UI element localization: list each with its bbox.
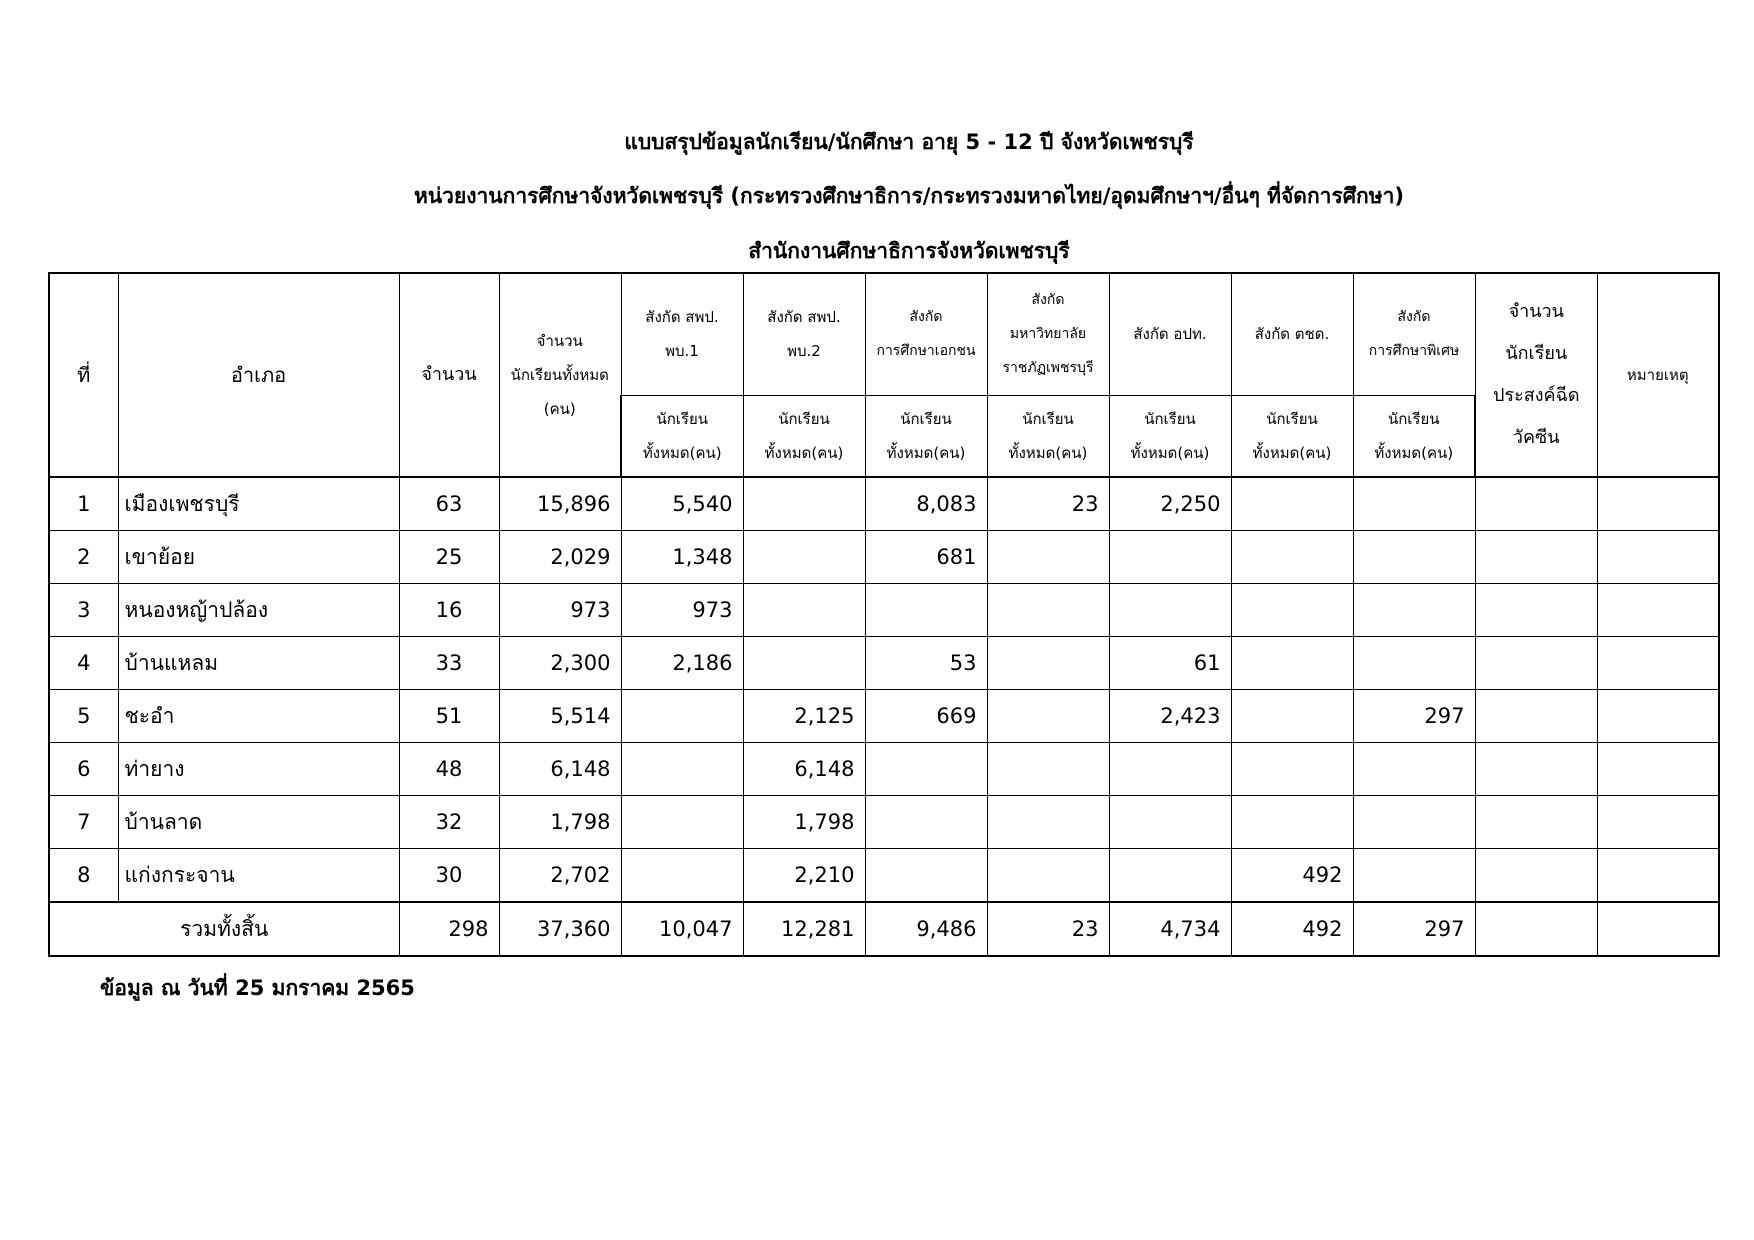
row-no: 2	[49, 531, 118, 584]
total-special: 297	[1353, 902, 1475, 956]
row-special	[1353, 637, 1475, 690]
row-count: 63	[399, 477, 499, 531]
title-line-2: หน่วยงานการศึกษาจังหวัดเพชรบุรี (กระทรวงศึกษาธิการ/กระทรวงมหาดไทย/อุดมศึกษาฯ/อื่นๆ ที่จัดการศึกษา)	[413, 184, 1405, 208]
header-university-l1: สังกัด	[1031, 292, 1065, 309]
header-spp2-l1: สังกัด สพป.	[767, 308, 841, 327]
row-total: 2,300	[499, 637, 621, 690]
row-spp1	[621, 849, 743, 903]
row-university	[987, 690, 1109, 743]
header-total-students	[499, 273, 621, 477]
total-students: 37,360	[499, 902, 621, 956]
row-private: 8,083	[865, 477, 987, 531]
sub-l2: ทั้งหมด(คน)	[764, 443, 844, 462]
total-vaccine	[1475, 902, 1597, 956]
header-university-l3: ราชภัฏเพชรบุรี	[1002, 360, 1094, 377]
row-no: 4	[49, 637, 118, 690]
table-row	[49, 477, 1719, 531]
total-label: รวมทั้งสิ้น	[49, 902, 399, 956]
row-total: 5,514	[499, 690, 621, 743]
row-vaccine	[1475, 796, 1597, 849]
table-row	[49, 531, 1719, 584]
row-special	[1353, 743, 1475, 796]
header-vaccine-l3: ประสงค์ฉีด	[1492, 385, 1580, 406]
row-bpp	[1231, 796, 1353, 849]
row-count: 16	[399, 584, 499, 637]
sub-l1: นักเรียน	[1022, 409, 1074, 428]
row-vaccine	[1475, 584, 1597, 637]
subheader-special	[1353, 395, 1475, 477]
header-spp2-l2: พบ.2	[787, 342, 821, 361]
row-university	[987, 849, 1109, 903]
row-district: ท่ายาง	[118, 743, 399, 796]
row-special: 297	[1353, 690, 1475, 743]
table-row	[49, 637, 1719, 690]
row-total: 6,148	[499, 743, 621, 796]
header-opt: สังกัด อปท.	[1109, 273, 1231, 395]
header-vaccine-l2: นักเรียน	[1505, 343, 1568, 364]
sub-l2: ทั้งหมด(คน)	[1008, 443, 1088, 462]
row-spp2	[743, 477, 865, 531]
row-no: 8	[49, 849, 118, 903]
total-row	[49, 902, 1719, 956]
row-district: แก่งกระจาน	[118, 849, 399, 903]
row-bpp: 492	[1231, 849, 1353, 903]
header-special	[1353, 273, 1475, 395]
total-bpp: 492	[1231, 902, 1353, 956]
sub-l1: นักเรียน	[656, 409, 709, 428]
header-total-l1: จำนวน	[536, 332, 583, 350]
row-university	[987, 637, 1109, 690]
sub-l2: ทั้งหมด(คน)	[642, 443, 722, 462]
header-count: จำนวน	[399, 273, 499, 477]
title-line-3: สำนักงานศึกษาธิการจังหวัดเพชรบุรี	[748, 239, 1070, 263]
sub-l2: ทั้งหมด(คน)	[1130, 443, 1210, 462]
row-spp1: 5,540	[621, 477, 743, 531]
row-district: บ้านแหลม	[118, 637, 399, 690]
row-district: เขาย้อย	[118, 531, 399, 584]
row-spp1	[621, 690, 743, 743]
sub-l1: นักเรียน	[900, 409, 952, 428]
header-bpp: สังกัด ตชด.	[1231, 273, 1353, 395]
row-no: 1	[49, 477, 118, 531]
row-total: 1,798	[499, 796, 621, 849]
row-vaccine	[1475, 477, 1597, 531]
row-count: 32	[399, 796, 499, 849]
row-bpp	[1231, 531, 1353, 584]
row-opt	[1109, 584, 1231, 637]
row-total: 15,896	[499, 477, 621, 531]
row-no: 6	[49, 743, 118, 796]
sub-l1: นักเรียน	[778, 409, 830, 428]
row-opt	[1109, 849, 1231, 903]
header-spp1	[621, 273, 743, 395]
row-vaccine	[1475, 690, 1597, 743]
table-row	[49, 849, 1719, 903]
title-line-1: แบบสรุปข้อมูลนักเรียน/นักศึกษา อายุ 5 - 12 ปี จังหวัดเพชรบุรี	[624, 130, 1194, 154]
header-district: อำเภอ	[118, 273, 399, 477]
row-count: 48	[399, 743, 499, 796]
row-no: 7	[49, 796, 118, 849]
row-remark	[1597, 796, 1719, 849]
row-bpp	[1231, 584, 1353, 637]
row-university	[987, 584, 1109, 637]
row-special	[1353, 531, 1475, 584]
row-vaccine	[1475, 849, 1597, 903]
row-spp2: 2,210	[743, 849, 865, 903]
row-vaccine	[1475, 743, 1597, 796]
row-remark	[1597, 584, 1719, 637]
row-no: 5	[49, 690, 118, 743]
row-university	[987, 531, 1109, 584]
row-bpp	[1231, 690, 1353, 743]
row-remark	[1597, 849, 1719, 903]
subheader-bpp	[1231, 395, 1353, 477]
row-opt	[1109, 531, 1231, 584]
sub-l2: ทั้งหมด(คน)	[1252, 443, 1332, 462]
header-spp1-l2: พบ.1	[665, 342, 699, 361]
row-private	[865, 849, 987, 903]
row-spp2: 6,148	[743, 743, 865, 796]
row-special	[1353, 584, 1475, 637]
row-special	[1353, 796, 1475, 849]
row-bpp	[1231, 743, 1353, 796]
row-spp2: 2,125	[743, 690, 865, 743]
row-special	[1353, 477, 1475, 531]
header-vaccine-l1: จำนวน	[1508, 301, 1564, 322]
row-total: 2,702	[499, 849, 621, 903]
row-spp2	[743, 584, 865, 637]
sub-l1: นักเรียน	[1266, 409, 1318, 428]
header-spp1-l1: สังกัด สพป.	[645, 308, 719, 327]
header-private-l1: สังกัด	[909, 309, 943, 326]
row-university	[987, 796, 1109, 849]
row-bpp	[1231, 477, 1353, 531]
row-special	[1353, 849, 1475, 903]
table-row	[49, 796, 1719, 849]
row-remark	[1597, 690, 1719, 743]
total-count: 298	[399, 902, 499, 956]
header-university	[987, 273, 1109, 395]
sub-l1: นักเรียน	[1387, 409, 1440, 428]
table-row	[49, 584, 1719, 637]
row-total: 973	[499, 584, 621, 637]
row-count: 30	[399, 849, 499, 903]
subheader-opt	[1109, 395, 1231, 477]
row-spp1	[621, 796, 743, 849]
row-vaccine	[1475, 531, 1597, 584]
row-private	[865, 743, 987, 796]
row-private	[865, 584, 987, 637]
header-private	[865, 273, 987, 395]
row-private: 53	[865, 637, 987, 690]
sub-l2: ทั้งหมด(คน)	[1374, 443, 1454, 462]
total-spp1: 10,047	[621, 902, 743, 956]
subheader-spp2	[743, 395, 865, 477]
subheader-private	[865, 395, 987, 477]
row-district: บ้านลาด	[118, 796, 399, 849]
row-private: 681	[865, 531, 987, 584]
total-university: 23	[987, 902, 1109, 956]
row-spp1: 973	[621, 584, 743, 637]
header-spp2	[743, 273, 865, 395]
row-vaccine	[1475, 637, 1597, 690]
row-district: หนองหญ้าปล้อง	[118, 584, 399, 637]
header-special-l2: การศึกษาพิเศษ	[1368, 343, 1460, 360]
row-total: 2,029	[499, 531, 621, 584]
table-row	[49, 690, 1719, 743]
row-spp2	[743, 531, 865, 584]
total-private: 9,486	[865, 902, 987, 956]
row-university: 23	[987, 477, 1109, 531]
row-bpp	[1231, 637, 1353, 690]
row-spp1: 2,186	[621, 637, 743, 690]
header-total-l3: (คน)	[543, 400, 576, 418]
row-remark	[1597, 743, 1719, 796]
header-remark: หมายเหตุ	[1597, 273, 1719, 477]
header-vaccine-l4: วัคซีน	[1512, 427, 1560, 448]
total-opt: 4,734	[1109, 902, 1231, 956]
student-summary-table	[48, 272, 1720, 957]
total-spp2: 12,281	[743, 902, 865, 956]
row-spp1	[621, 743, 743, 796]
row-spp1: 1,348	[621, 531, 743, 584]
row-university	[987, 743, 1109, 796]
row-count: 51	[399, 690, 499, 743]
header-university-l2: มหาวิทยาลัย	[1009, 326, 1087, 343]
row-opt: 2,423	[1109, 690, 1231, 743]
row-count: 33	[399, 637, 499, 690]
total-remark	[1597, 902, 1719, 956]
sub-l2: ทั้งหมด(คน)	[886, 443, 966, 462]
subheader-university	[987, 395, 1109, 477]
subheader-spp1	[621, 395, 743, 477]
row-private: 669	[865, 690, 987, 743]
header-total-l2: นักเรียนทั้งหมด	[510, 366, 609, 384]
sub-l1: นักเรียน	[1144, 409, 1196, 428]
header-special-l1: สังกัด	[1397, 309, 1431, 326]
header-no: ที่	[49, 273, 118, 477]
header-vaccine	[1475, 273, 1597, 477]
table-row	[49, 743, 1719, 796]
row-spp2: 1,798	[743, 796, 865, 849]
data-date-note: ข้อมูล ณ วันที่ 25 มกราคม 2565	[100, 976, 415, 1000]
row-opt	[1109, 743, 1231, 796]
row-district: เมืองเพชรบุรี	[118, 477, 399, 531]
row-opt	[1109, 796, 1231, 849]
row-remark	[1597, 637, 1719, 690]
row-spp2	[743, 637, 865, 690]
row-private	[865, 796, 987, 849]
row-remark	[1597, 477, 1719, 531]
row-opt: 2,250	[1109, 477, 1231, 531]
row-district: ชะอำ	[118, 690, 399, 743]
header-private-l2: การศึกษาเอกชน	[876, 343, 976, 360]
row-opt: 61	[1109, 637, 1231, 690]
row-count: 25	[399, 531, 499, 584]
row-remark	[1597, 531, 1719, 584]
row-no: 3	[49, 584, 118, 637]
